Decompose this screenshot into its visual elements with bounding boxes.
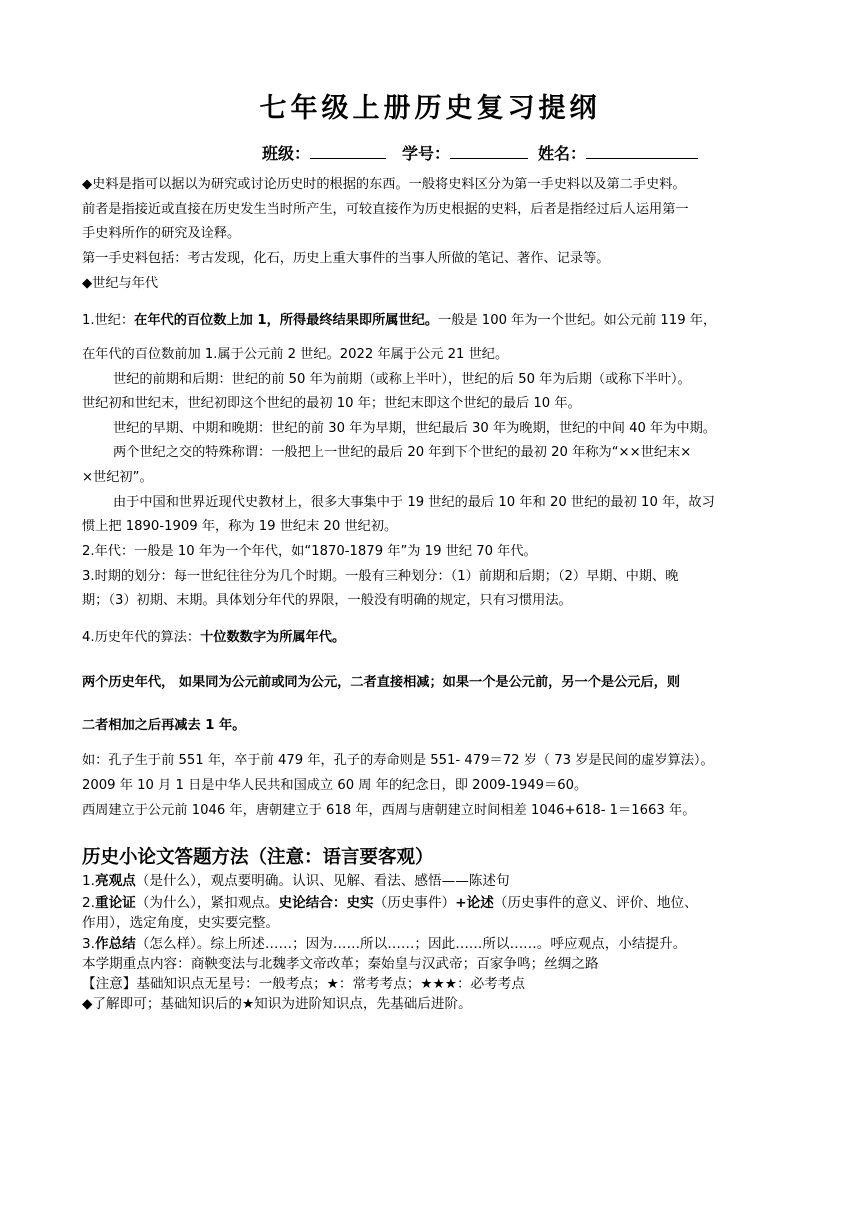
page-title: 七年级上册历史复习提纲: [259, 93, 601, 124]
bold-text: 亮观点: [94, 873, 136, 889]
paragraph-line: 二者相加之后再减去 1 年。: [82, 718, 246, 733]
class-label: 班级：: [262, 144, 311, 163]
paragraph-line: [82, 628, 345, 648]
name-label: 姓名：: [538, 144, 587, 163]
method-line: ◆了解即可；基础知识后的★知识为进阶知识点，先基础后进阶。: [82, 996, 472, 1012]
paragraph-line: [82, 311, 716, 331]
bold-text: 史论结合：史实: [278, 895, 374, 911]
text-span: （怎么样）。综上所述……；因为……所以……；因此……所以……。呼应观点，小结提升。: [135, 936, 687, 952]
text-span: 3.: [82, 936, 95, 952]
paragraph-line: 2009 年 10 月 1 日是中华人民共和国成立 60 周 年的纪念日，即 2009-1949＝60。: [82, 778, 588, 793]
paragraph-line: 在年代的百位数前加 1.属于公元前 2 世纪。2022 年属于公元 21 世纪。: [82, 347, 509, 362]
bold-text: 在年代的百位数上加 1，所得最终结果即所属世纪。: [134, 313, 439, 328]
paragraph-line: ×世纪初”。: [82, 470, 153, 485]
paragraph-line: ◆史料是指可以据以为研究或讨论历史时的根据的东西。一般将史料区分为第一手史料以及第二手史料。: [82, 177, 686, 192]
paragraph-line: 2.年代：一般是 10 年为一个年代，如“1870-1879 年”为 19 世纪 70 年代。: [82, 544, 537, 559]
paragraph-line: 西周建立于公元前 1046 年，唐朝建立于 618 年，西周与唐朝建立时间相差 1046+618- 1＝1663 年。: [82, 803, 696, 818]
paragraph-line: 第一手史料包括：考古发现，化石，历史上重大事件的当事人所做的笔记、著作、记录等。: [82, 251, 610, 266]
paragraph-line: 惯上把 1890-1909 年，称为 19 世纪末 20 世纪初。: [82, 519, 398, 534]
paragraph-line: 手史料所作的研究及诠释。: [82, 226, 241, 241]
text-span: 4.历史年代的算法：: [82, 630, 201, 645]
student-info-line: [262, 141, 714, 164]
method-line: [82, 893, 698, 913]
paragraph-line: 世纪的早期、中期和晚期：世纪的前 30 年为早期，世纪最后 30 年为晚期，世纪的中间 40 年为中期。: [113, 421, 716, 436]
method-line: 【注意】基础知识点无星号：一般考点；★：常考考点；★★★：必考考点: [82, 976, 525, 992]
bold-text: 重论证: [94, 895, 136, 911]
bold-text: +论述: [455, 895, 494, 911]
text-span: 1.: [82, 873, 95, 889]
paragraph-line: 由于中国和世界近现代史教材上，很多大事集中于 19 世纪的最后 10 年和 20 世纪的最初 10 年，故习: [113, 495, 715, 510]
paragraph-line: 两个历史年代， 如果同为公元前或同为公元，二者直接相减；如果一个是公元前，另一个是公元后，则: [82, 675, 681, 690]
paragraph-line: 世纪初和世纪末，世纪初即这个世纪的最初 10 年；世纪末即这个世纪的最后 10 年。: [82, 396, 581, 411]
bold-text: 作总结: [94, 936, 136, 952]
paragraph-line: 3.时期的划分：每一世纪往往分为几个时期。一般有三种划分：（1）前期和后期；（2）早期、中期、晚: [82, 569, 679, 584]
section-heading: 历史小论文答题方法（注意：语言要客观）: [82, 847, 434, 868]
paragraph-line: 前者是指接近或直接在历史发生当时所产生，可较直接作为历史根据的史料，后者是指经过后人运用第一: [82, 202, 689, 217]
id-blank[interactable]: [450, 144, 528, 159]
method-line: [82, 934, 686, 954]
text-span: （为什么），紧扣观点。: [135, 895, 279, 911]
paragraph-line: 世纪的前期和后期：世纪的前 50 年为前期（或称上半叶），世纪的后 50 年为后期（或称下半叶）。: [113, 372, 691, 387]
bold-text: 十位数数字为所属年代。: [200, 630, 346, 645]
class-blank[interactable]: [310, 144, 386, 159]
name-blank[interactable]: [586, 144, 698, 159]
text-span: （历史事件的意义、评价、地位、: [493, 895, 698, 911]
method-line: 作用），选定角度，史实要完整。: [82, 915, 280, 931]
text-span: 一般是 100 年为一个世纪。如公元前 119 年，: [438, 313, 717, 328]
paragraph-line: 期；（3）初期、末期。具体划分年代的界限，一般没有明确的规定，只有习惯用法。: [82, 593, 572, 608]
section-heading: ◆世纪与年代: [82, 276, 159, 291]
text-span: 2.: [82, 895, 95, 911]
text-span: （历史事件）: [373, 895, 456, 911]
text-span: 1.世纪：: [82, 313, 135, 328]
method-line: 本学期重点内容：商鞅变法与北魏孝文帝改革；秦始皇与汉武帝；百家争鸣；丝绸之路: [82, 956, 599, 972]
method-line: [82, 871, 510, 891]
id-label: 学号：: [402, 144, 451, 163]
text-span: （是什么），观点要明确。认识、见解、看法、感悟——陈述句: [135, 873, 510, 889]
paragraph-line: 如：孔子生于前 551 年，卒于前 479 年，孔子的寿命则是 551- 479＝72 岁（ 73 岁是民间的虚岁算法）。: [82, 753, 714, 768]
paragraph-line: 两个世纪之交的特殊称谓：一般把上一世纪的最后 20 年到下个世纪的最初 20 年称为“××世纪末×: [113, 445, 692, 460]
